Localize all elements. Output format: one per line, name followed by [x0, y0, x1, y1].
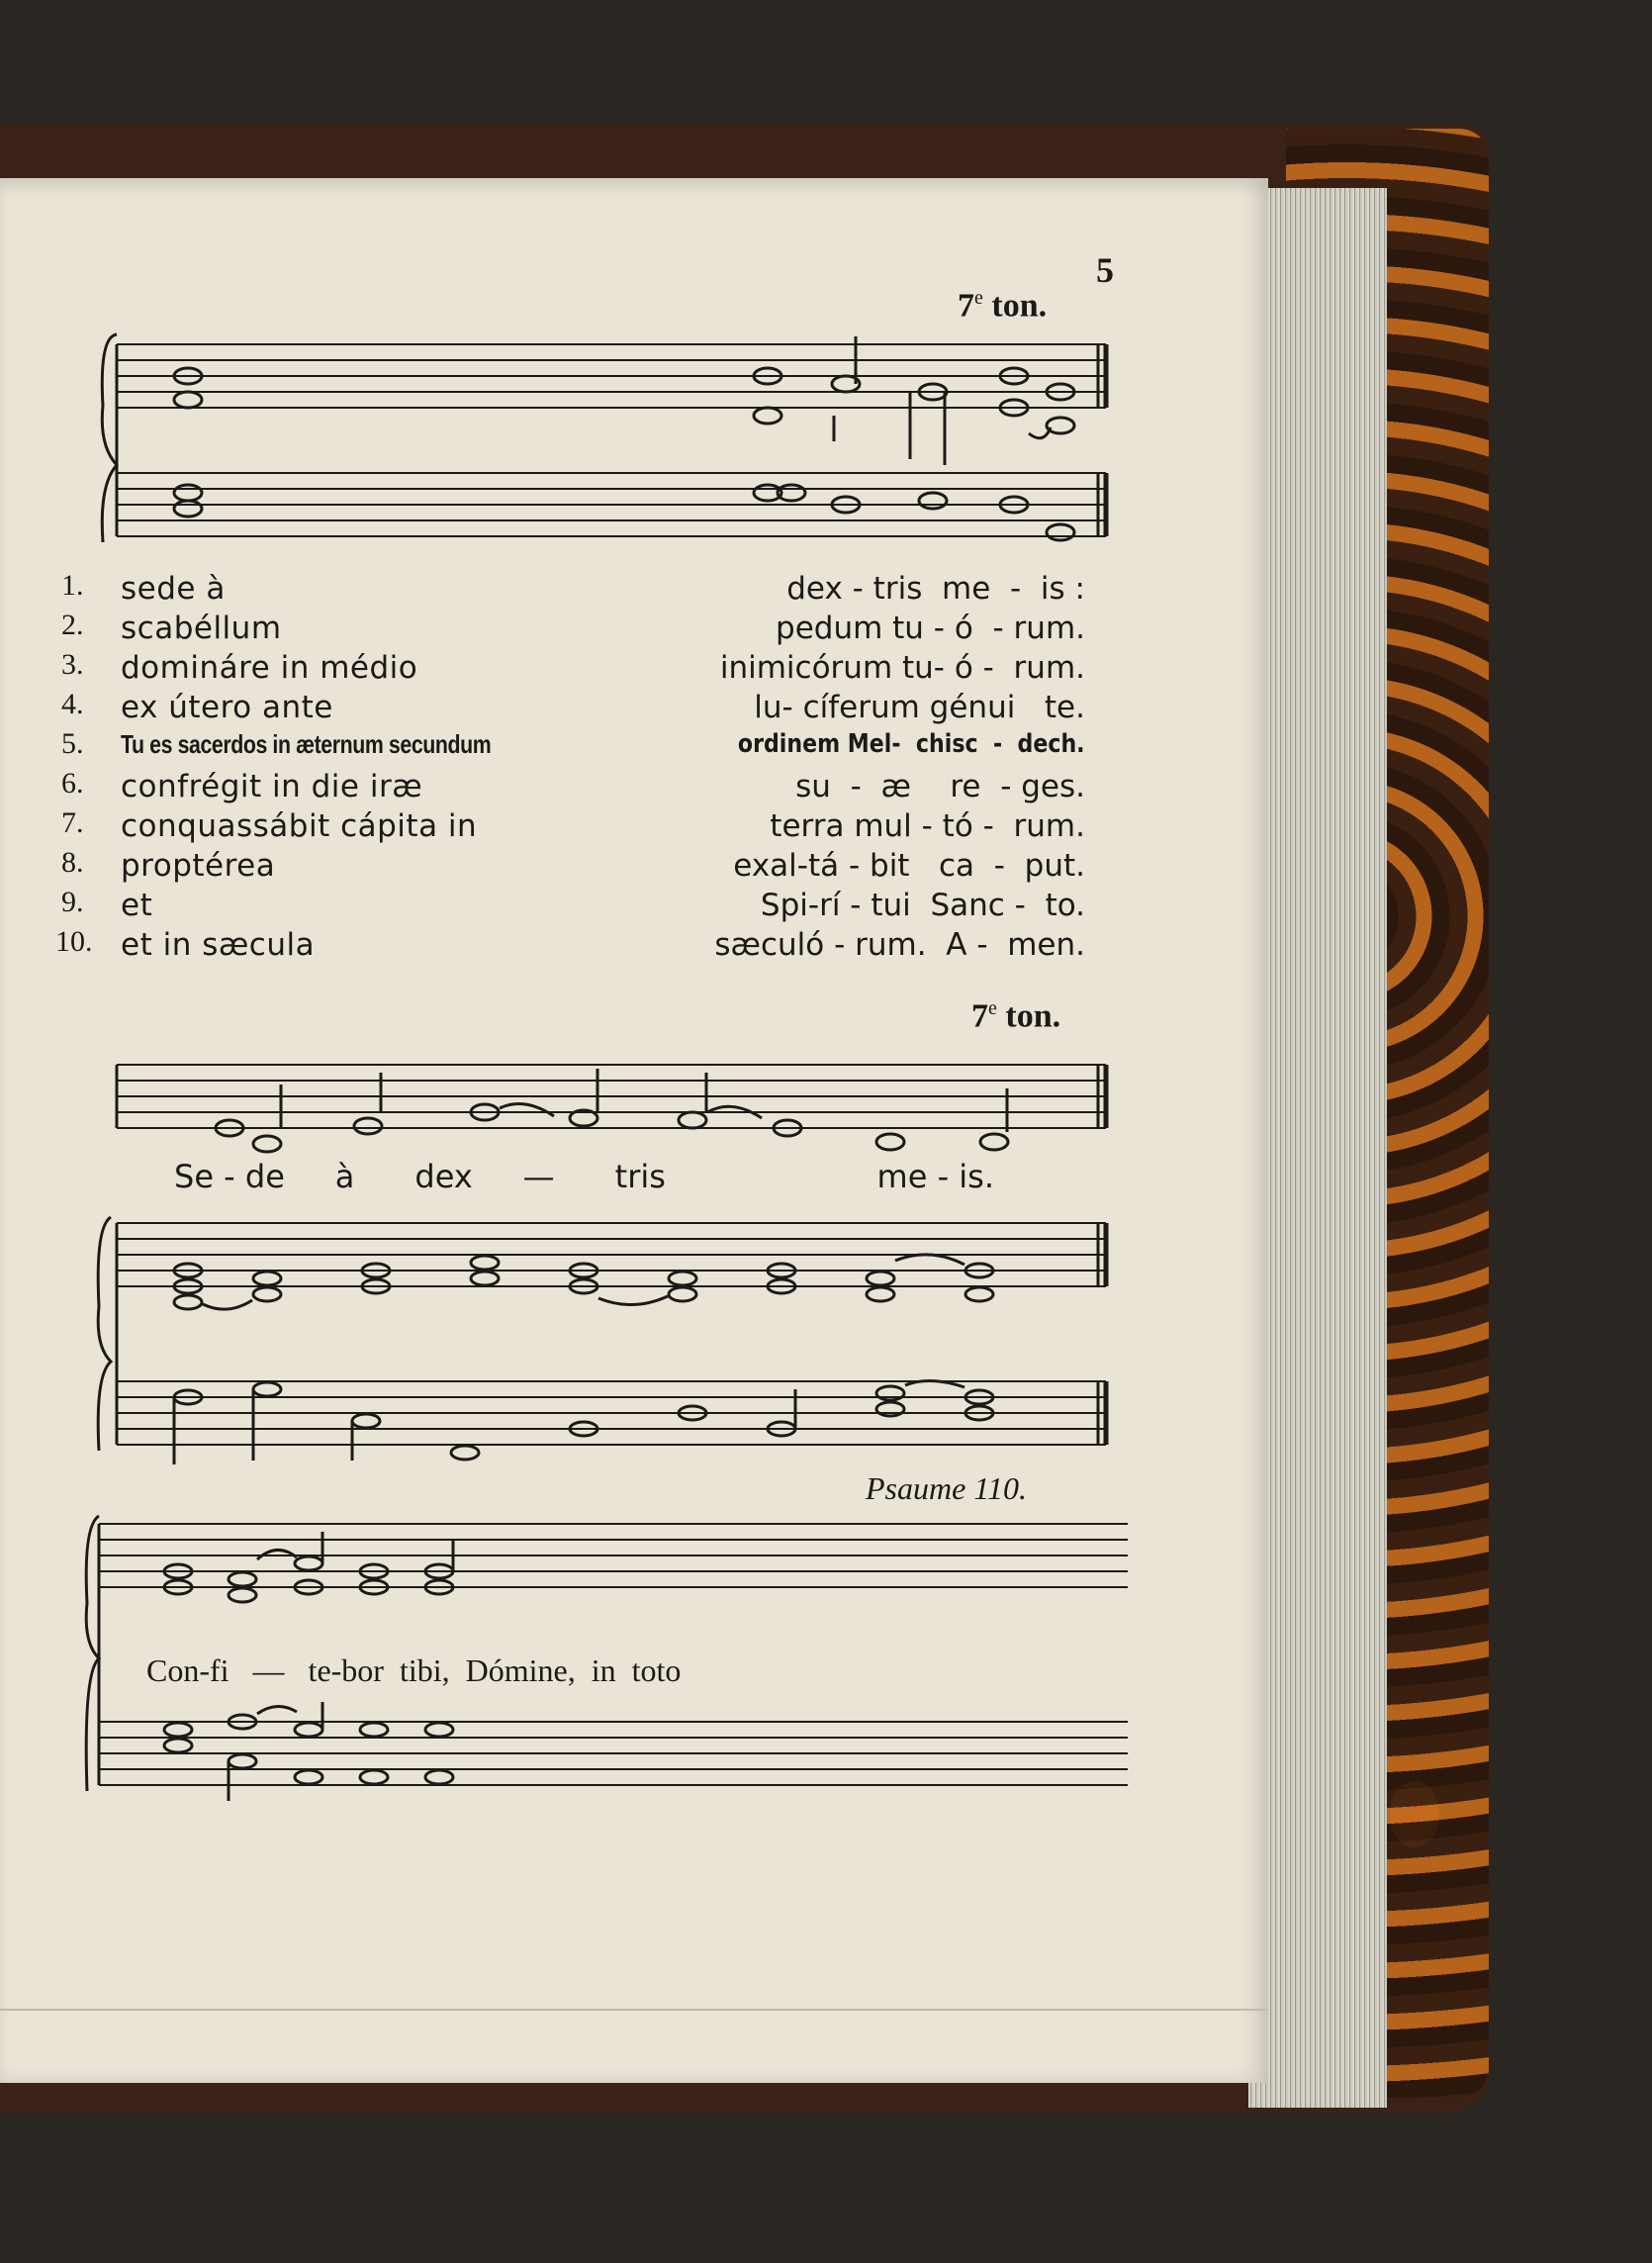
verse-row [0, 569, 1268, 609]
verse-number: 8. [61, 846, 84, 879]
tone-sup: e [974, 287, 983, 309]
staff-1b [117, 473, 1106, 536]
staff-4a [99, 1524, 1128, 1587]
verse-number: 9. [61, 886, 84, 918]
verse-number: 3. [61, 648, 84, 681]
verse-number: 4. [61, 688, 84, 720]
staff-3a [117, 1223, 1106, 1286]
verse-row [0, 806, 1268, 846]
tone-number: 7 [971, 997, 988, 1035]
staff-3b [117, 1381, 1106, 1445]
verse-text-right: terra mul - tó - rum. [770, 808, 1085, 844]
verse-text-right: lu- cíferum génui te. [754, 690, 1085, 725]
verse-row [0, 925, 1268, 965]
verse-text-right: pedum tu - ó - rum. [776, 611, 1085, 646]
page-number: 5 [1096, 250, 1114, 290]
verse-text-right: dex - tris me - is : [786, 571, 1085, 607]
staff-4b [99, 1722, 1128, 1785]
psalm-title: Psaume 110. [866, 1470, 1027, 1506]
tone-word: ton. [982, 287, 1048, 325]
lyrics-second: Se - de à dex — tris me - is. [174, 1158, 995, 1195]
verse-text-right: sæculó - rum. A - men. [714, 927, 1085, 963]
verse-text-left: ex útero ante [121, 690, 333, 725]
bottom-rule [0, 2009, 1268, 2011]
music-notation [0, 178, 1268, 2083]
verse-text-left: Tu es sacerdos in æternum secundum [121, 729, 492, 759]
lyrics-psalm: Con-fi — te-bor tibi, Dómine, in toto [146, 1652, 682, 1688]
verse-text-left: et [121, 888, 153, 923]
verse-row [0, 609, 1268, 648]
verse-row [0, 688, 1268, 727]
verse-text-left: confrégit in die iræ [121, 769, 423, 804]
verse-text-left: conquassábit cápita in [121, 808, 478, 844]
verse-number: 2. [61, 609, 84, 641]
verse-text-left: scabéllum [121, 611, 282, 646]
verse-text-right: su - æ re - ges. [795, 769, 1085, 804]
verse-row [0, 648, 1268, 688]
verse-text-left: domináre in médio [121, 650, 418, 686]
brace [102, 334, 117, 542]
notes-system-1 [174, 336, 1074, 540]
tone-word: ton. [996, 997, 1061, 1035]
verse-row [0, 767, 1268, 806]
verse-row [0, 886, 1268, 925]
tone-number: 7 [958, 287, 974, 325]
staff-1a [117, 344, 1106, 408]
tone-sup: e [988, 997, 997, 1019]
staff-2 [117, 1065, 1106, 1152]
verse-row [0, 846, 1268, 886]
verse-text-left: proptérea [121, 848, 276, 884]
tone-label [971, 997, 1060, 1035]
verse-text-right: Spi-rí - tui Sanc - to. [760, 888, 1085, 923]
verse-text-left: sede à [121, 571, 226, 607]
verse-number: 7. [61, 806, 84, 839]
verse-number: 5. [61, 727, 84, 760]
verse-number: 10. [55, 925, 93, 958]
verse-number: 1. [61, 569, 84, 602]
verse-text-right: exal-tá - bit ca - put. [733, 848, 1085, 884]
verse-text-left: et in sæcula [121, 927, 316, 963]
verse-text-right: ordinem Mel- chisc - dech. [738, 729, 1085, 759]
book-page [0, 178, 1268, 2083]
verse-text-right: inimicórum tu- ó - rum. [719, 650, 1085, 686]
page-edges [1248, 188, 1387, 2108]
verse-number: 6. [61, 767, 84, 800]
verse-row [0, 727, 1268, 767]
